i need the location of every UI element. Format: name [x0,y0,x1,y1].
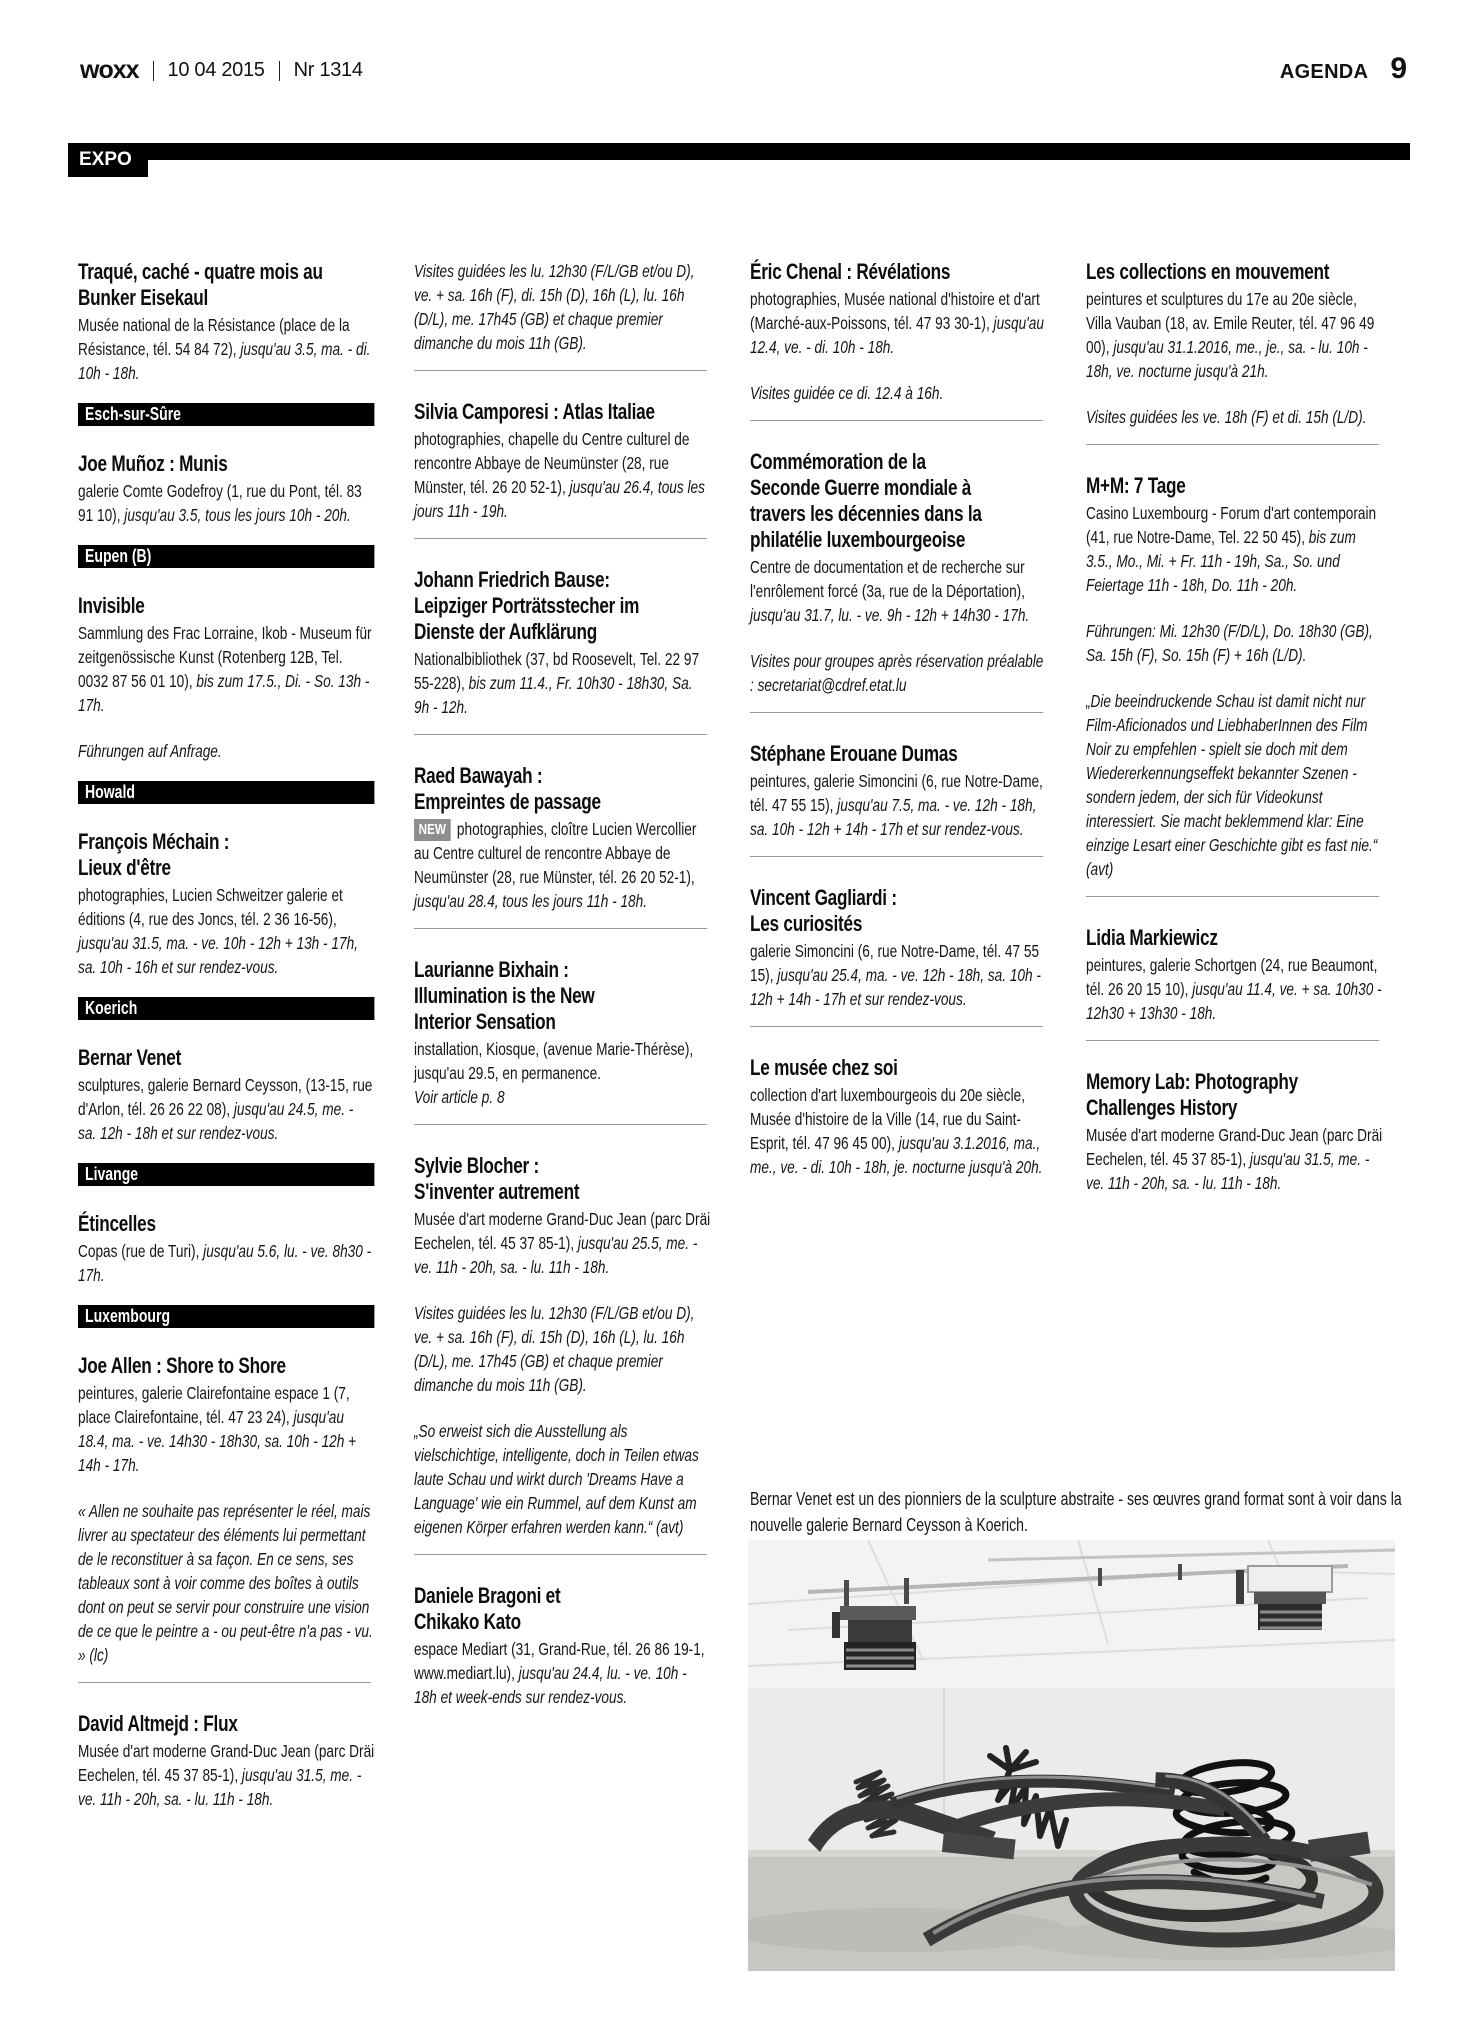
entry-title-line: Chikako Kato [414,1609,521,1634]
city-name: Eupen (B) [85,546,152,566]
entry-details-segment: collection d'art luxembourgeois du 20e siècle, Musée d'histoire de la Ville (14, rue du Saint-Esprit, tél. 47 96 45 00), [750,1085,1026,1153]
entry-details-segment: photographies, Lucien Schweitzer galerie et éditions (4, rue des Joncs, tél. 2 36 16-56), [78,885,343,929]
entry-title [78,259,374,311]
city-name: Luxembourg [85,1306,171,1326]
entry-title-line: Illumination is the New [414,983,595,1008]
city-section-header [78,781,374,804]
entry-title [750,885,1046,937]
photo-caption: Bernar Venet est un des pionniers de la sculpture abstraite - ses œuvres grand format sont à voir dans la nouvelle galerie Bernard Ceysson à Koerich. [750,1489,1402,1535]
city-name: Esch-sur-Sûre [85,404,181,424]
entry-note [1086,619,1382,667]
separator-rule [279,61,280,81]
entry-note [78,1499,374,1667]
city-name: Howald [85,782,135,802]
entry-details-segment: peintures, galerie Simoncini (6, rue Notre-Dame, tél. 47 55 15), [750,771,1043,815]
entry-details [78,479,374,527]
category-rule [68,143,1410,160]
entry-note [750,381,1046,405]
entry-title-line: travers les décennies dans la [750,501,982,526]
entry-details [414,1637,710,1709]
entry-details-segment: jusqu'au 25.4, ma. - ve. 12h - 18h, sa. 10h - 12h + 14h - 17h et sur rendez-vous. [750,965,1041,1009]
entry-details-segment: jusqu'au 5.6, lu. - ve. 8h30 - 17h. [78,1241,372,1285]
entry-title-line: Silvia Camporesi : Atlas Italiae [414,399,655,424]
entry-note-text: „So erweist sich die Ausstellung als vielschichtige, intelligente, doch in Teilen etwas laute Schau und wirkt durch 'Dreams Have a Language' wie ein Rummel, auf dem Kunst am eigenen Körper erfahren werden kann.“ (avt) [414,1421,699,1537]
category-tag-label: EXPO [79,149,132,170]
entry-details-segment: Copas (rue de Turi), [78,1241,204,1261]
entry-details-segment: jusqu'au 11.4, ve. + sa. 10h30 - 12h30 + 13h30 - 18h. [1086,979,1382,1023]
listings-column-3 [750,259,1046,1179]
entry-title-line: Daniele Bragoni et [414,1583,561,1608]
entry-title-line: Laurianne Bixhain : [414,957,569,982]
city-section-header [78,997,374,1020]
entry-divider [750,420,1043,421]
entry-note-text: „Die beeindruckende Schau ist damit nicht nur Film-Aficionados und LiebhaberInnen des Film Noir zu empfehlen - spielt sie doch mit dem Wiedererkennungseffekt bekannter Szenen - sondern jedem, der sich für Videokunst interessiert. Sie macht beklemmend klar: Eine einzige Lesart einer Geschichte gibt es fast nie.“ (avt) [1086,691,1378,879]
entry-details-segment: bis zum 17.5., Di. - So. 13h - 17h. [78,671,370,715]
entry-details [414,1207,710,1279]
entry-details-segment: installation, Kiosque, (avenue Marie-Thérèse), jusqu'au 29.5, en permanence. [414,1039,694,1083]
entry-title [414,1153,710,1205]
entry-title-line: Les curiosités [750,911,863,936]
entry-note [414,1419,710,1539]
entry-title-line: Sylvie Blocher : [414,1153,540,1178]
entry-details-segment: espace Mediart (31, Grand-Rue, tél. 26 86 19-1, www.mediart.lu), [414,1639,705,1683]
entry-divider [414,1124,707,1125]
section-label: AGENDA [1279,61,1369,83]
entry-note [78,739,374,763]
entry-note [750,649,1046,697]
entry-title [414,763,710,815]
entry-title [750,449,1046,553]
entry-title [78,1211,374,1237]
entry-title-line: Le musée chez soi [750,1055,898,1080]
entry-details-segment: jusqu'au 3.5, tous les jours 10h - 20h. [124,505,351,525]
entry-details [750,287,1046,359]
entry-title-line: Leipziger Porträtsstecher im [414,593,640,618]
city-section-header [78,1305,374,1328]
entry-details-segment: jusqu'au 12.4, ve. - di. 10h - 18h. [750,313,1044,357]
entry-divider [414,370,707,371]
entry-title [78,593,374,619]
entry-details [1086,287,1382,383]
entry-note-text: « Allen ne souhaite pas représenter le réel, mais livrer au spectateur des éléments lui permettant de le reconstituer à sa façon. En ce sens, ses tableaux sont à voir comme des boîtes à outils dont on peut se servir pour construire une vision de ce que le peintre a - ou peut-être n'a pas - vu. » (lc) [78,1501,373,1665]
entry-details-segment: photographies, chapelle du Centre culturel de rencontre Abbaye de Neumünster (28, rue Münster, tél. 26 20 52-1), [414,429,690,497]
entry-title [750,259,1046,285]
entry-title-line: M+M: 7 Tage [1086,473,1186,498]
entry-details [78,1239,374,1287]
entry-title-line: Raed Bawayah : [414,763,543,788]
masthead-logo: woxx [80,56,139,84]
entry-note-text: Voir article p. 8 [414,1087,505,1107]
entry-details [414,647,710,719]
entry-divider [750,856,1043,857]
entry-details-segment: jusqu'au 28.4, tous les jours 11h - 18h. [414,891,648,911]
entry-details-segment: jusqu'au 25.5, me. - ve. 11h - 20h, sa. - lu. 11h - 18h. [414,1233,698,1277]
entry-details-segment: peintures, galerie Clairefontaine espace 1 (7, place Clairefontaine, tél. 47 23 24), [78,1383,350,1427]
entry-details [750,769,1046,841]
entry-divider [1086,896,1379,897]
entry-note-text: Visites guidée ce di. 12.4 à 16h. [750,383,944,403]
entry-title [1086,1069,1382,1121]
entry-title-line: Invisible [78,593,145,618]
entry-title-line: Bernar Venet [78,1045,182,1070]
entry-details-segment: jusqu'au 3.5, ma. - di. 10h - 18h. [78,339,371,383]
masthead [80,52,1407,86]
entry-title [78,829,374,881]
entry-divider [414,928,707,929]
entry-title-line: Interior Sensation [414,1009,556,1034]
entry-title-line: Seconde Guerre mondiale à [750,475,972,500]
entry-details [414,427,710,523]
entry-details-segment: jusqu'au 24.4, lu. - ve. 10h - 18h et week-ends sur rendez-vous. [414,1663,687,1707]
entry-title-line: Stéphane Erouane Dumas [750,741,958,766]
entry-title-line: Dienste der Aufklärung [414,619,598,644]
issue-number: Nr 1314 [293,59,363,81]
listings-column-4 [1086,259,1382,1195]
entry-details [414,1037,710,1085]
entry-details-segment: sculptures, galerie Bernard Ceysson, (13-15, rue d'Arlon, tél. 26 26 22 08), [78,1075,373,1119]
entry-details-segment: jusqu'au 18.4, ma. - ve. 14h30 - 18h30, sa. 10h - 12h + 14h - 17h. [78,1407,357,1475]
city-section-header [78,1163,374,1186]
entry-title-line: David Altmejd : Flux [78,1711,238,1736]
entry-title-line: Joe Allen : Shore to Shore [78,1353,286,1378]
entry-note [1086,405,1382,429]
entry-details-segment: galerie Comte Godefroy (1, rue du Pont, tél. 83 91 10), [78,481,362,525]
listings-column-1 [78,259,374,1811]
entry-details-segment: jusqu'au 26.4, tous les jours 11h - 19h. [414,477,705,521]
entry-title [414,567,710,645]
entry-title [1086,259,1382,285]
entry-title-line: Memory Lab: Photography [1086,1069,1299,1094]
entry-details-segment: Musée d'art moderne Grand-Duc Jean (parc Dräi Eechelen, tél. 45 37 85-1), [414,1209,711,1253]
entry-note-text: Führungen: Mi. 12h30 (F/D/L), Do. 18h30 (GB), Sa. 15h (F), So. 15h (F) + 16h (L/D). [1086,621,1373,665]
entry-title [414,957,710,1035]
entry-title-line: Bunker Eisekaul [78,285,209,310]
entry-details-segment: jusqu'au 24.5, me. - sa. 12h - 18h et sur rendez-vous. [78,1099,354,1143]
entry-details [1086,953,1382,1025]
entry-details-segment: bis zum 3.5., Mo., Mi. + Fr. 11h - 19h, Sa., So. und Feiertage 11h - 18h, Do. 11h - 20h. [1086,527,1356,595]
entry-details-segment: peintures, galerie Schortgen (24, rue Beaumont, tél. 26 20 15 10), [1086,955,1378,999]
masthead-left [80,56,363,85]
entry-details [414,817,710,913]
entry-details [78,1381,374,1477]
entry-details-segment: jusqu'au 31.7, lu. - ve. 9h - 12h + 14h30 - 17h. [750,605,1030,625]
entry-details-segment: jusqu'au 3.1.2016, ma., me., ve. - di. 10h - 18h, je. nocturne jusqu'à 20h. [750,1133,1043,1177]
city-section-header [78,403,374,426]
entry-title-line: Traqué, caché - quatre mois au [78,259,323,284]
photo-bernar-venet-gallery [748,1540,1395,1971]
entry-title [78,1711,374,1737]
city-section-header [78,545,374,568]
entry-title-line: Lieux d'être [78,855,171,880]
entry-title-line: philatélie luxembourgeoise [750,527,966,552]
page-number: 9 [1390,52,1407,85]
entry-details [78,1739,374,1811]
entry-divider [414,734,707,735]
entry-title-line: Éric Chenal : Révélations [750,259,951,284]
entry-divider [750,712,1043,713]
entry-note [414,259,710,355]
entry-details-segment: Casino Luxembourg - Forum d'art contemporain (41, rue Notre-Dame, Tel. 22 50 45), [1086,503,1377,547]
entry-title [1086,473,1382,499]
entry-title [414,1583,710,1635]
entry-title-line: Joe Muñoz : Munis [78,451,228,476]
separator-rule [153,61,154,81]
entry-note-text: Visites guidées les lu. 12h30 (F/L/GB et/ou D), ve. + sa. 16h (F), di. 15h (D), 16h (L), lu. 16h (D/L), me. 17h45 (GB) et chaque premier dimanche du mois 11h (GB). [414,261,695,353]
entry-title-line: Empreintes de passage [414,789,601,814]
entry-title-line: Commémoration de la [750,449,926,474]
entry-details [78,621,374,717]
entry-details-segment: Sammlung des Frac Lorraine, Ikob - Museum für zeitgenössische Kunst (Rotenberg 12B, Tel. 0032 87 56 01 10), [78,623,372,691]
entry-title [78,1353,374,1379]
entry-details [78,1073,374,1145]
entry-title-line: Johann Friedrich Bause: [414,567,610,592]
listings-column-2 [414,259,710,1709]
entry-details [750,939,1046,1011]
entry-details-segment: Nationalbibliothek (37, bd Roosevelt, Tel. 22 97 55-228), [414,649,700,693]
category-tag [68,143,148,177]
entry-details-segment: Musée national de la Résistance (place de la Résistance, tél. 54 84 72), [78,315,350,359]
entry-divider [414,1554,707,1555]
entry-details [78,313,374,385]
entry-title-line: Lidia Markiewicz [1086,925,1218,950]
gallery-photo-illustration [748,1540,1395,1971]
entry-note-text: Führungen auf Anfrage. [78,741,222,761]
entry-title [750,741,1046,767]
entry-details-segment: jusqu'au 31.1.2016, me., je., sa. - lu. 10h - 18h, ve. nocturne jusqu'à 21h. [1086,337,1368,381]
masthead-right [1280,52,1407,86]
entry-details-segment: Musée d'art moderne Grand-Duc Jean (parc Dräi Eechelen, tél. 45 37 85-1), [78,1741,375,1785]
entry-details-segment: bis zum 11.4., Fr. 10h30 - 18h30, Sa. 9h - 12h. [414,673,693,717]
city-name: Livange [85,1164,139,1184]
entry-note [1086,689,1382,881]
entry-details [750,1083,1046,1179]
entry-title [78,451,374,477]
entry-note [414,1085,710,1109]
entry-divider [1086,444,1379,445]
entry-note-text: Visites pour groupes après réservation préalable : secretariat@cdref.etat.lu [750,651,1044,695]
entry-title [750,1055,1046,1081]
new-badge: NEW [414,819,451,841]
entry-title-line: Les collections en mouvement [1086,259,1330,284]
entry-details [78,883,374,979]
entry-details-segment: jusqu'au 31.5, ma. - ve. 10h - 12h + 13h - 17h, sa. 10h - 16h et sur rendez-vous. [78,933,358,977]
city-name: Koerich [85,998,138,1018]
issue-date: 10 04 2015 [167,59,265,81]
entry-note [414,1301,710,1397]
entry-divider [78,1682,371,1683]
entry-divider [1086,1040,1379,1041]
entry-details-segment: jusqu'au 31.5, me. - ve. 11h - 20h, sa. - lu. 11h - 18h. [78,1765,362,1809]
entry-title [78,1045,374,1071]
entry-details-segment: peintures et sculptures du 17e au 20e siècle, Villa Vauban (18, av. Emile Reuter, tél. 47 96 49 00), [1086,289,1375,357]
entry-details-segment: Centre de documentation et de recherche sur l'enrôlement forcé (3a, rue de la Déportation), [750,557,1025,601]
entry-title-line: Challenges History [1086,1095,1238,1120]
entry-details [1086,501,1382,597]
entry-title [1086,925,1382,951]
entry-details [750,555,1046,627]
entry-details-segment: galerie Simoncini (6, rue Notre-Dame, tél. 47 55 15), [750,941,1040,985]
entry-details-segment: jusqu'au 31.5, me. - ve. 11h - 20h, sa. - lu. 11h - 18h. [1086,1149,1370,1193]
entry-note-text: Visites guidées les lu. 12h30 (F/L/GB et/ou D), ve. + sa. 16h (F), di. 15h (D), 16h (L), lu. 16h (D/L), me. 17h45 (GB) et chaque premier dimanche du mois 11h (GB). [414,1303,695,1395]
entry-title-line: Vincent Gagliardi : [750,885,897,910]
entry-title [414,399,710,425]
entry-divider [750,1026,1043,1027]
entry-title-line: François Méchain : [78,829,230,854]
entry-details-segment: Musée d'art moderne Grand-Duc Jean (parc Dräi Eechelen, tél. 45 37 85-1), [1086,1125,1383,1169]
entry-title-line: Étincelles [78,1211,156,1236]
entry-details-segment: photographies, cloître Lucien Wercollier au Centre culturel de rencontre Abbaye de Neumünster (28, rue Münster, tél. 26 20 52-1), [414,819,697,887]
entry-details-segment: photographies, Musée national d'histoire et d'art (Marché-aux-Poissons, tél. 47 93 30-1), [750,289,1040,333]
entry-title-line: S'inventer autrement [414,1179,580,1204]
entry-details-segment: jusqu'au 7.5, ma. - ve. 12h - 18h, sa. 10h - 12h + 14h - 17h et sur rendez-vous. [750,795,1037,839]
entry-details [1086,1123,1382,1195]
entry-divider [414,538,707,539]
entry-note-text: Visites guidées les ve. 18h (F) et di. 15h (L/D). [1086,407,1367,427]
